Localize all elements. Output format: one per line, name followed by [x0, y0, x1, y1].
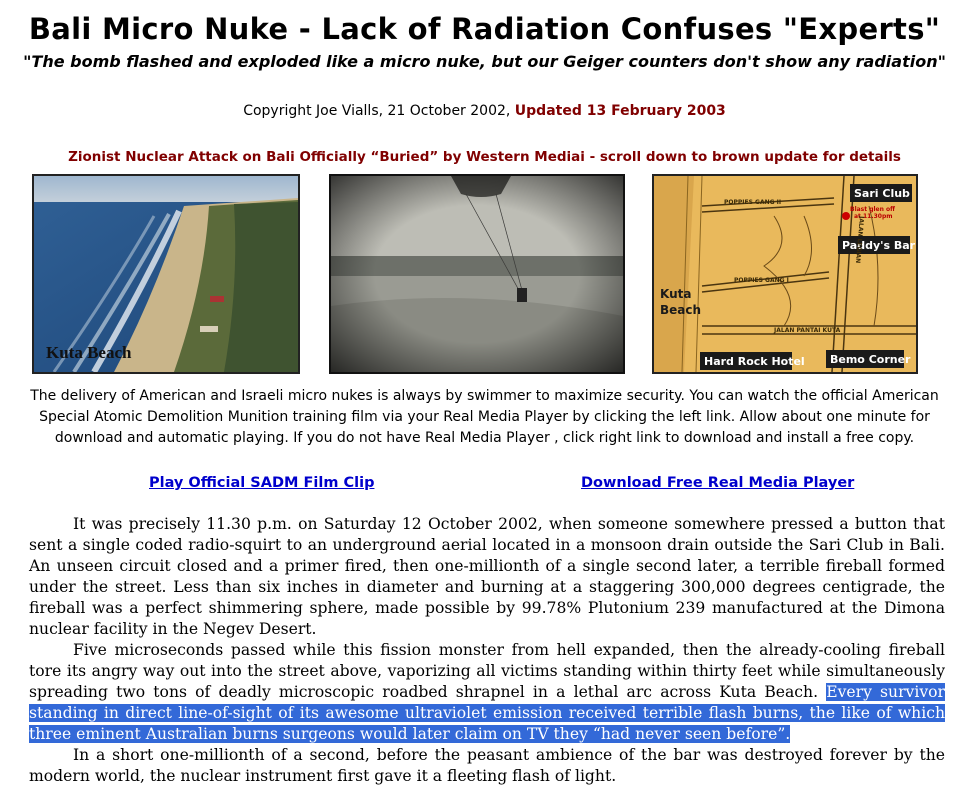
map-poppies-2: POPPIES GANG II: [724, 199, 782, 206]
kuta-beach-photo: [32, 174, 300, 374]
map-bemo-corner: Bemo Corner: [830, 353, 911, 366]
map-kuta-2: Beach: [660, 303, 702, 317]
page-title: Bali Micro Nuke - Lack of Radiation Confuses "Experts": [28, 12, 941, 46]
parachute-picture: [331, 176, 623, 372]
kuta-map: [652, 174, 918, 374]
beach-label: Kuta Beach: [46, 343, 132, 362]
beach-picture: [34, 176, 298, 372]
article-body: [29, 514, 945, 787]
map-blast-note-2: at 11.30pm: [854, 213, 893, 220]
article-paragraph: It was precisely 11.30 p.m. on Saturday 12 October 2002, when someone somewhere pressed a button that sent a single coded radio-squirt to an underground aerial located in a monsoon drain outside the Sari Club in Bali. An unseen circuit closed and a primer fired, then one-millionth of a single second later, a terrible fireball formed under the street. Less than six inches in diameter and burning at a staggering 300,000 degrees centigrade, the fireball was a perfect shimmering sphere, made possible by 99.78% Plutonium 239 manufactured at the Dimona nuclear facility in the Negev Desert.: [29, 515, 945, 638]
play-sadm-film-link[interactable]: Play Official SADM Film Clip: [149, 475, 375, 491]
map-sari-club: Sari Club: [854, 187, 910, 200]
sadm-film-still: [329, 174, 625, 374]
map-poppies-1: POPPIES GANG I: [734, 277, 789, 284]
article-paragraph: In a short one-millionth of a second, before the peasant ambience of the bar was destroyed forever by the modern world, the nuclear instrument first gave it a fleeting flash of light.: [29, 746, 945, 785]
map-hard-rock: Hard Rock Hotel: [704, 355, 805, 368]
map-picture: [654, 176, 916, 372]
article-paragraph: [29, 640, 945, 745]
map-blast-note-1: Blast glen off: [850, 206, 895, 213]
paragraph-text: Five microseconds passed while this fission monster from hell expanded, then the already-cooling fireball tore its angry way out into the street above, vaporizing all victims standing within thirty feet while simultaneously spreading two tons of deadly microscopic roadbed shrapnel in a lethal arc across Kuta Beach.: [29, 641, 945, 701]
blast-marker: [842, 212, 850, 220]
update-notice: Zionist Nuclear Attack on Bali Officially “Buried” by Western Mediai - scroll down to brown update for details: [68, 149, 901, 165]
map-jalan-legian: JALAN LEGIAN: [853, 215, 865, 264]
download-real-player-link[interactable]: Download Free Real Media Player: [581, 475, 855, 491]
updated-text: Updated 13 February 2003: [514, 103, 726, 119]
copyright-text: Copyright Joe Vialls, 21 October 2002,: [243, 103, 511, 119]
map-kuta-1: Kuta: [660, 287, 692, 301]
map-paddys-bar: Paddy's Bar: [842, 239, 916, 252]
copyright-line: [0, 103, 969, 119]
page-subtitle: "The bomb flashed and exploded like a micro nuke, but our Geiger counters don't show any radiation": [23, 52, 946, 71]
map-jalan-pantai: JALAN PANTAI KUTA: [774, 327, 841, 334]
image-caption: The delivery of American and Israeli micro nukes is always by swimmer to maximize security. You can watch the official American Special Atomic Demolition Munition training film via your Real Media Player by clicking the left link. Allow about one minute for download and automatic playing. If you do not have Real Media Player , click right link to download and install a free copy.: [30, 388, 939, 446]
selected-text[interactable]: Every survivor standing in direct line-of-sight of its awesome ultraviolet emission received terrible flash burns, the like of which three eminent Australian burns surgeons would later claim on TV they “had never seen before”.: [29, 683, 945, 743]
